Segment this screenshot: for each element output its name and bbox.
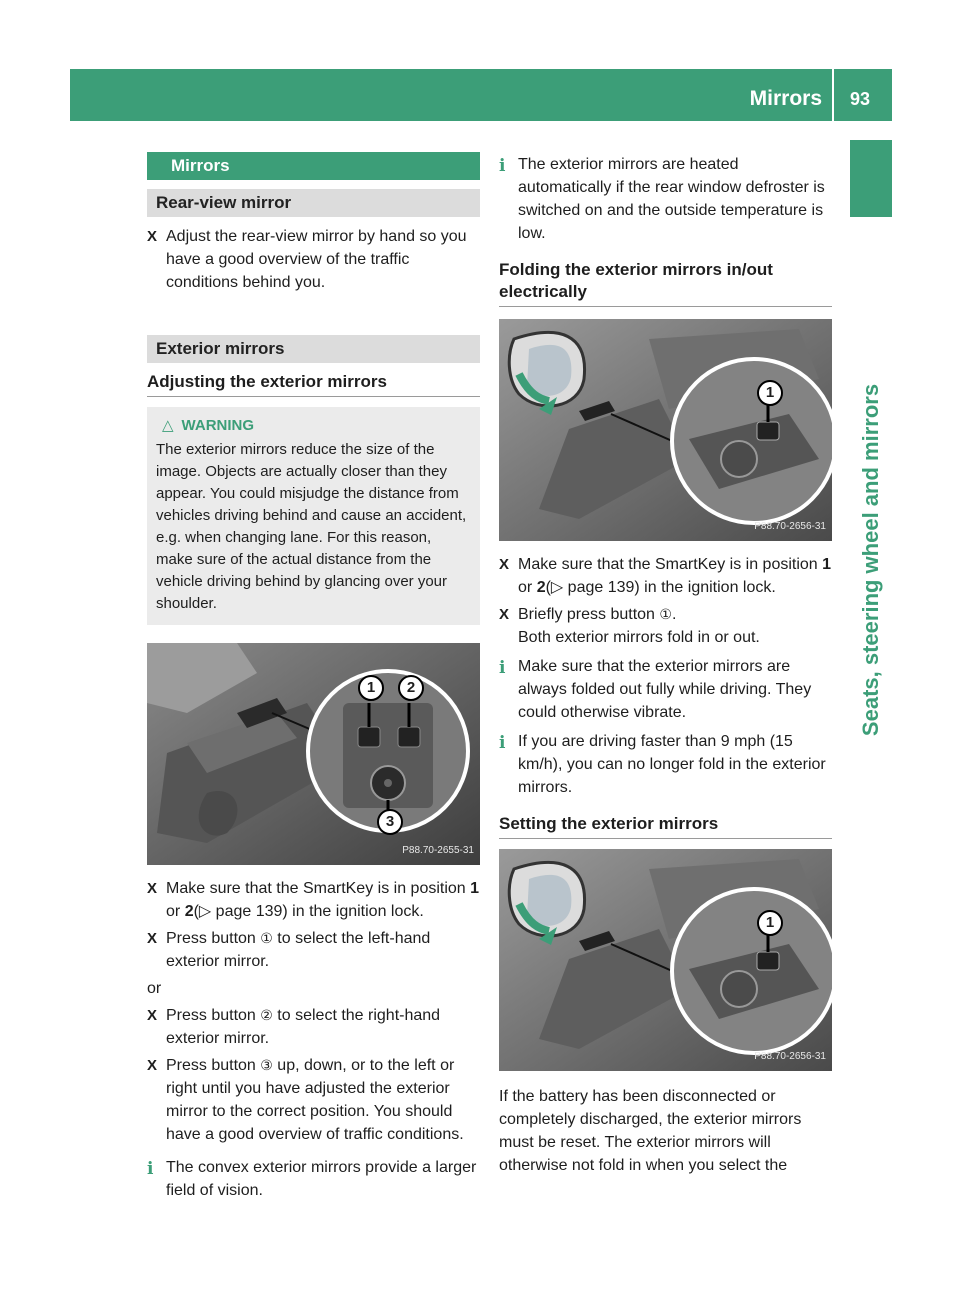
callout-2: 2 [398, 675, 424, 701]
callout-1: 1 [757, 910, 783, 936]
position-2: 2 [184, 903, 194, 920]
warning-text: The exterior mirrors reduce the size of the image. Objects are actually closer than they appear. You could misjudge the distance from vehicles driving behind and cause an accident, e.g. when changing lane. For this reason, make sure of the actual distance from the vehicle driving behind by glancing over your shoulder. [156, 441, 467, 612]
button-2-callout: ② [260, 1007, 273, 1023]
info-convex-mirrors [147, 1156, 480, 1202]
subheading-adjusting: Adjusting the exterior mirrors [147, 371, 480, 397]
callout-1: 1 [358, 675, 384, 701]
info-icon: i [499, 156, 506, 176]
step-marker-icon: X [147, 880, 158, 897]
step-text: Adjust the rear-view mirror by hand so you have a good overview of the traffic conditions behind you. [166, 228, 467, 291]
step-adjust-mirror [147, 1054, 480, 1146]
left-column [147, 152, 480, 1208]
warning-heading [156, 415, 471, 437]
info-icon: i [499, 658, 506, 678]
step-text: Make sure that the SmartKey is in position [518, 556, 818, 573]
battery-reset-text: If the battery has been disconnected or completely discharged, the exterior mirrors must be reset. The exterior mirrors will otherwise not fold in when you select the [499, 1088, 802, 1174]
right-column [499, 153, 832, 1181]
info-folded-out [499, 655, 832, 724]
info-speed-limit [499, 730, 832, 799]
position-2: 2 [536, 579, 546, 596]
side-chapter-text: Seats, steering wheel and mirrors [858, 383, 883, 737]
button-1-callout: ① [260, 930, 273, 946]
step-text: . [671, 606, 677, 623]
button-1-callout: ① [659, 606, 672, 622]
position-1: 1 [470, 880, 480, 897]
step-press-fold-button [499, 603, 832, 649]
image-code: P88.70-2655-31 [402, 845, 474, 856]
step-select-right-mirror [147, 1004, 480, 1050]
step-select-left-mirror [147, 927, 480, 973]
info-text: If you are driving faster than 9 mph (15 km/h), you can no longer fold in the exterior mirrors. [518, 733, 826, 796]
warning-triangle-icon: △ [162, 417, 174, 434]
button-3-callout: ③ [260, 1057, 273, 1073]
section-title-mirrors: Mirrors [147, 152, 480, 180]
info-icon: i [499, 733, 506, 753]
callout-1: 1 [757, 380, 783, 406]
setting-switch-illustration [499, 849, 832, 1071]
position-1: 1 [822, 556, 832, 573]
heading-setting: Setting the exterior mirrors [499, 813, 832, 839]
step-marker-icon: X [499, 556, 510, 573]
step-marker-icon: X [499, 606, 510, 623]
setting-switch-photo [499, 849, 832, 1071]
info-text: The exterior mirrors are heated automatically if the rear window defroster is switched on and the outside temperature is low. [518, 156, 825, 242]
side-tab [850, 140, 892, 217]
step-text: or [166, 903, 181, 920]
step-text: Press button [166, 1057, 256, 1074]
mirror-switch-illustration [147, 643, 480, 865]
step-result: Both exterior mirrors fold in or out. [518, 629, 760, 646]
header-title: Mirrors [749, 87, 822, 110]
folding-switch-illustration [499, 319, 832, 541]
callout-3: 3 [377, 809, 403, 835]
step-text: or [518, 579, 533, 596]
folding-switch-photo [499, 319, 832, 541]
step-smartkey-position [147, 877, 480, 923]
page-number: 93 [849, 89, 870, 109]
header-separator [832, 69, 834, 121]
page-reference: (▷ page 139) in the ignition lock. [193, 903, 424, 920]
image-code: P88.70-2656-31 [754, 521, 826, 532]
warning-title: WARNING [181, 417, 255, 434]
step-text: up, down, or to the left or right until you have adjusted the exterior mirror to the correct position. You should have a good overview of traffic conditions. [166, 1057, 464, 1143]
heading-exterior-mirrors: Exterior mirrors [147, 335, 480, 363]
step-smartkey-position [499, 553, 832, 599]
step-text: Press button [166, 1007, 256, 1024]
page-reference: (▷ page 139) in the ignition lock. [545, 579, 776, 596]
step-marker-icon: X [147, 930, 158, 947]
mirror-switch-photo [147, 643, 480, 865]
heading-rear-view-mirror: Rear-view mirror [147, 189, 480, 217]
step-text: to select the left-hand exterior mirror. [166, 930, 431, 970]
step-marker-icon: X [147, 228, 158, 245]
warning-box [147, 407, 480, 625]
page-header [70, 69, 892, 121]
step-marker-icon: X [147, 1057, 158, 1074]
info-text: Make sure that the exterior mirrors are always folded out fully while driving. They could otherwise vibrate. [518, 658, 812, 721]
step-marker-icon: X [147, 1007, 158, 1024]
info-icon: i [147, 1159, 154, 1179]
step-text: Briefly press button [518, 606, 655, 623]
or-separator: or [147, 980, 162, 997]
image-code: P88.70-2656-31 [754, 1051, 826, 1062]
heading-folding: Folding the exterior mirrors in/out electrically [499, 259, 832, 307]
step-text: Make sure that the SmartKey is in position [166, 880, 466, 897]
step-adjust-rear-view [147, 225, 480, 294]
info-heated [499, 153, 832, 245]
step-text: Press button [166, 930, 256, 947]
step-text: to select the right-hand exterior mirror. [166, 1007, 441, 1047]
info-text: The convex exterior mirrors provide a larger field of vision. [166, 1159, 477, 1199]
